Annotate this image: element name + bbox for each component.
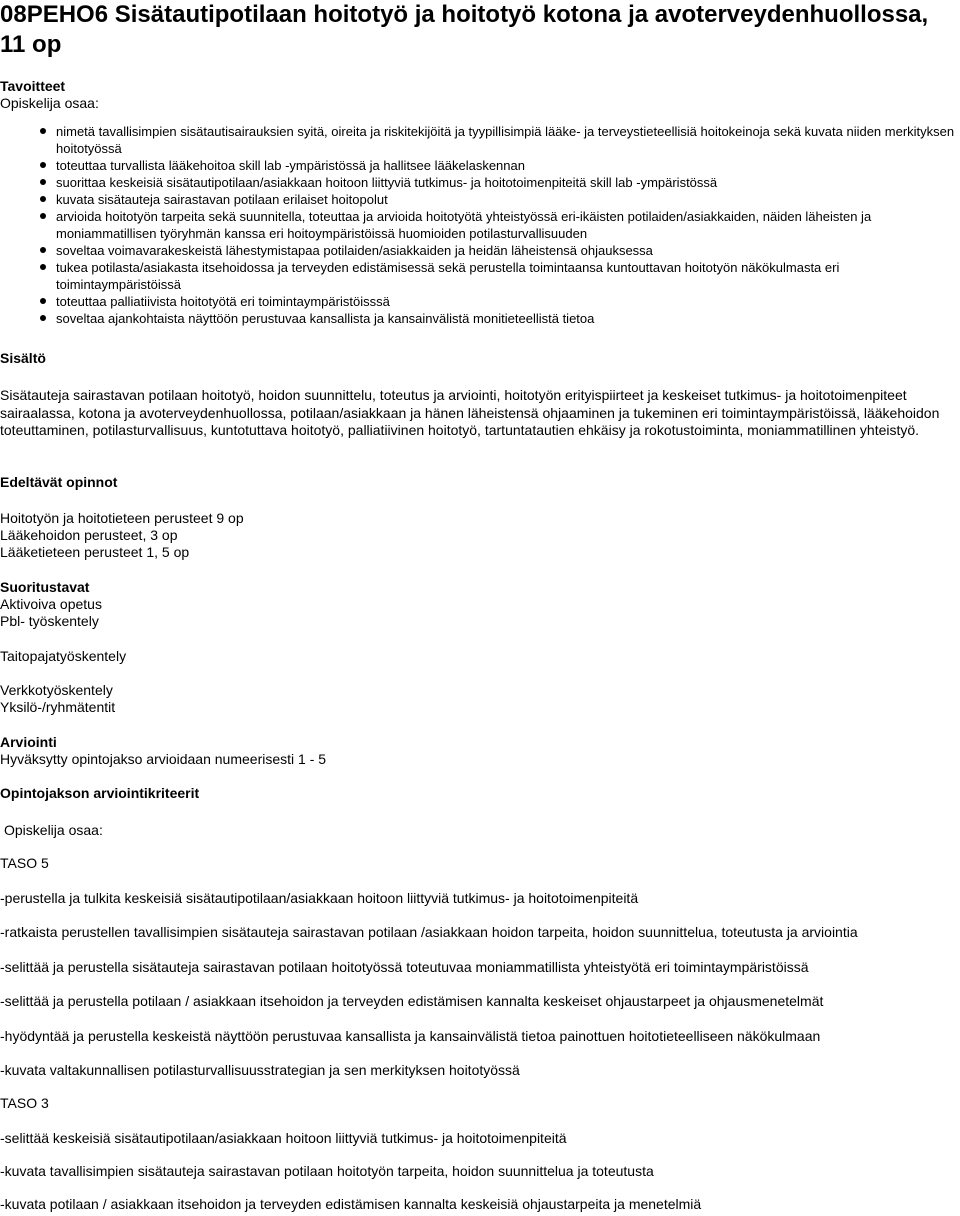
suoritustavat-item: Pbl- työskentely [0, 613, 99, 629]
taso5-item: -selittää ja perustella potilaan / asiakkaan itsehoidon ja terveyden edistämisen kannalta keskeiset ohjaustarpeet ja ohjausmenetelmät [0, 993, 824, 1009]
suoritustavat-heading: Suoritustavat [0, 579, 90, 595]
taso3-item: -kuvata tavallisimpien sisätauteja sairastavan potilaan hoitotyön tarpeita, hoidon suunnittelua ja toteutusta [0, 1163, 654, 1179]
suoritustavat-item: Aktivoiva opetus [0, 596, 102, 612]
list-item: soveltaa voimavarakeskeistä lähestymistapaa potilaiden/asiakkaiden ja heidän läheistensä ohjauksessa [40, 242, 960, 259]
list-item: kuvata sisätauteja sairastavan potilaan erilaiset hoitopolut [40, 191, 960, 208]
arviointi-heading: Arviointi [0, 734, 57, 750]
bullet-icon [40, 179, 46, 185]
taso5-item: -selittää ja perustella sisätauteja sairastavan potilaan hoitotyössä toteutuvaa moniammatillista yhteistyötä eri toimintaympäristöissä [0, 959, 809, 975]
sisalto-text: Sisätauteja sairastavan potilaan hoitotyö, hoidon suunnittelu, toteutus ja arviointi, hoitotyön erityispiirteet ja keskeiset tutkimus- ja hoitotoimenpiteet sairaalassa, kotona ja avoterveydenhuollossa, potilaan/asiakkaan ja hänen läheistensä ohjaaminen ja tukeminen eri toimintaympäristöissä, lääkehoidon toteuttaminen, potilasturvallisuus, kuntotuttava hoitotyö, palliatiivinen hoitotyö, tartuntatautien ehkäisy ja rokotustoiminta, moniammatillinen yhteistyö. [0, 387, 940, 438]
kriteerit-heading: Opintojakson arviointikriteerit [0, 785, 200, 801]
list-item: suorittaa keskeisiä sisätautipotilaan/asiakkaan hoitoon liittyviä tutkimus- ja hoitotoimenpiteitä skill lab -ympäristössä [40, 174, 960, 191]
taso5-item: -hyödyntää ja perustella keskeistä näyttöön perustuvaa kansallista ja kansainvälistä tietoa painottuen hoitotieteelliseen näkökulmaan [0, 1028, 821, 1044]
taso5-item: -perustella ja tulkita keskeisiä sisätautipotilaan/asiakkaan hoitoon liittyviä tutkimus- ja hoitotoimenpiteitä [0, 890, 639, 906]
taso5-item: -ratkaista perustellen tavallisimpien sisätauteja sairastavan potilaan /asiakkaan hoidon tarpeita, hoidon suunnittelua, toteutusta ja arviointia [0, 924, 858, 940]
taso3-label: TASO 3 [0, 1095, 49, 1111]
suoritustavat-item: Yksilö-/ryhmätentit [0, 699, 116, 715]
bullet-icon [40, 128, 46, 134]
list-item: nimetä tavallisimpien sisätautisairauksien syitä, oireita ja riskitekijöitä ja tyypillisimpiä lääke- ja terveystieteellisiä hoitokeinoja sekä kuvata niiden merkityksen hoitotyössä [40, 123, 960, 157]
suoritustavat-item: Taitopajatyöskentely [0, 648, 127, 664]
bullet-icon [40, 196, 46, 202]
edeltavat-heading: Edeltävät opinnot [0, 474, 118, 490]
bullet-icon [40, 162, 46, 168]
list-item: soveltaa ajankohtaista näyttöön perustuvaa kansallista ja kansainvälistä monitieteellistä tietoa [40, 310, 960, 327]
bullet-icon [40, 298, 46, 304]
list-item: toteuttaa palliatiivista hoitotyötä eri toimintaympäristöisssä [40, 293, 960, 310]
edeltavat-item: Lääketieteen perusteet 1, 5 op [0, 544, 190, 560]
taso3-item: -kuvata potilaan / asiakkaan itsehoidon ja terveyden edistämisen kannalta keskeisiä ohjaustarpeita ja menetelmiä [0, 1196, 702, 1212]
tavoitteet-heading: Tavoitteet [0, 78, 66, 94]
sisalto-heading: Sisältö [0, 350, 46, 366]
arviointi-text: Hyväksytty opintojakso arvioidaan numeerisesti 1 - 5 [0, 751, 327, 767]
taso5-label: TASO 5 [0, 855, 49, 871]
list-item: toteuttaa turvallista lääkehoitoa skill lab -ympäristössä ja hallitsee lääkelaskennan [40, 157, 960, 174]
list-item: arvioida hoitotyön tarpeita sekä suunnitella, toteuttaa ja arvioida hoitotyötä yhteistyössä eri-ikäisten potilaiden/asiakkaiden, näiden läheisten ja moniammatillisen työryhmän kanssa eri hoitoympäristöissä huomioiden potilasturvallisuuden [40, 208, 960, 242]
bullet-icon [40, 315, 46, 321]
taso3-item: -selittää keskeisiä sisätautipotilaan/asiakkaan hoitoon liittyviä tutkimus- ja hoitotoimenpiteitä [0, 1130, 567, 1146]
edeltavat-item: Lääkehoidon perusteet, 3 op [0, 527, 178, 543]
tavoitteet-intro: Opiskelija osaa: [0, 95, 99, 111]
edeltavat-item: Hoitotyön ja hoitotieteen perusteet 9 op [0, 510, 244, 526]
bullet-icon [40, 213, 46, 219]
page-title: 08PEHO6 Sisätautipotilaan hoitotyö ja hoitotyö kotona ja avoterveydenhuollossa, 11 op [0, 1, 929, 58]
suoritustavat-item: Verkkotyöskentely [0, 682, 113, 698]
bullet-icon [40, 247, 46, 253]
kriteerit-intro: Opiskelija osaa: [4, 822, 103, 838]
list-item: tukea potilasta/asiakasta itsehoidossa ja terveyden edistämisessä sekä perustella toimintaansa kuntouttavan hoitotyön näkökulmasta eri toimintaympäristöissä [40, 259, 960, 293]
bullet-icon [40, 264, 46, 270]
taso5-item: -kuvata valtakunnallisen potilasturvallisuusstrategian ja sen merkityksen hoitotyössä [0, 1062, 520, 1078]
tavoitteet-list [40, 123, 960, 327]
